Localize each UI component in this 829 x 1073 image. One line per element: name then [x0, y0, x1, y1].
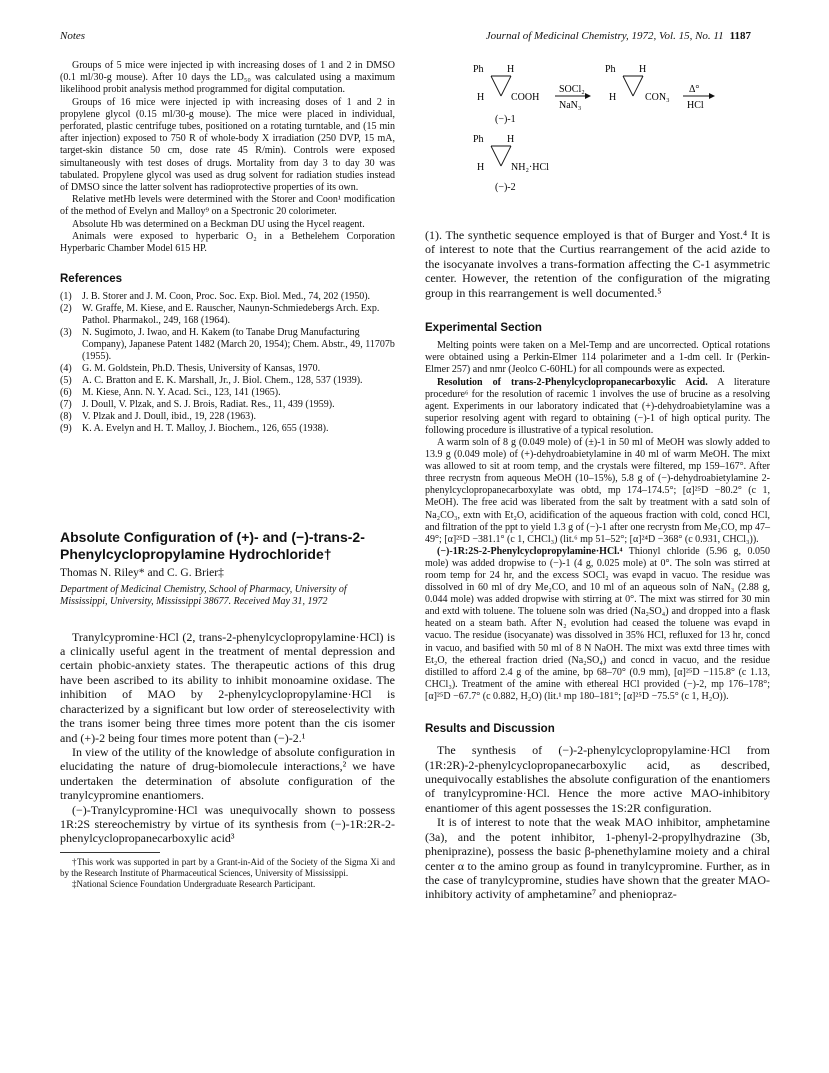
- reaction-scheme-graphic: [425, 60, 770, 220]
- article-affiliation: Department of Medicinal Chemistry, School of Pharmacy, University of Mississippi, University, Mississippi 38677. Received May 31, 1972: [60, 583, 347, 607]
- paragraph: Groups of 16 mice were injected ip with increasing doses of 1 and 2 in propylene glycol (0.15 ml/30-g mouse). The mice were placed in individual, perforated, plastic centrifuge tubes, positioned on a rotating turntable, and (15 min after injection) exposed to 750 R of whole-body X irradiation (250 DVP, 15 mA, target-skin distance 50 cm, dose rate 45 R/min). Controls were exposed simultaneously with test doses of drugs. Mortality from day 3 to day 30 was tabulated. Propylene glycol was used as drug solvent for radiation studies instead of DMSO since the latter solvent has radioprotective properties of its own.: [60, 96, 395, 194]
- paragraph-text: Thionyl chloride (5.96 g, 0.050 mole) was added dropwise to (−)-1 (4 g, 0.025 mole) at 0°. The soln was stirred at room temp for 24 hr, and the excess SOCl₂ was evapd in vacuo. The residue was dissolved in 60 ml of dry Me₂CO, and 10 ml of an aqueous soln of NaN₃ (2.88 g, 0.044 mole) was added dropwise with stirring at 0°. The mixt was stirred for 30 min and extd with toluene. The toluene soln was dried (Na₂SO₄) and dropped into a flask heated on a steam bath. After N₂ evolution had ceased the toluene was evapd in vacuo. The residue (isocyanate) was dissolved in 35% HCl, refluxed for 13 hr, concd in vacuo, and basified with 50 ml of 8 N NaOH. The mixt was extd three times with Et₂O, the ethereal fraction dried (Na₂SO₄) and concd in vacuo, and the residue distilled to afford 2.4 g of the amine, bp 68–70° (0.9 mm), [α]²⁵D −115.8° (c 1.13, CHCl₃). Treatment of the amine with ethereal HCl provided (−)-2, mp 176–178°; [α]²⁵D −67.7° (c 0.882, H₂O) (lit.¹ mp 180–181°; [α]²⁵D −75.5° (c 1, H₂O)).: [425, 545, 770, 702]
- reference-text: V. Plzak and J. Doull, ibid., 19, 228 (1963).: [82, 411, 256, 423]
- experimental-paragraph: A warm soln of 8 g (0.049 mole) of (±)-1 in 50 ml of MeOH was slowly added to 13.9 g (0.049 mole) of (+)-dehydroabietylamine in 40 ml of warm MeOH. The mixt was allowed to sit at room temp, and the crystals were filtered, mp 159–167°. After three recrystn from aqueous MeOH (10–15%), 5.8 g of (−)-dehydroabietylamine 2-phenylcyclopropanecarboxylate was obtd, mp 174–174.5°; [α]²⁵D −80.2° (c 1, MeOH). The free acid was liberated from the salt by treatment with a satd soln of Na₂CO₃, extn with Et₂O, acidification of the aqueous fraction with cold, concd HCl, and filtration of the ppt to yield 1.3 g of (−)-1 after one recrystn from Me₂CO, mp 47–49°; [α]²⁵D −381.1° (c 1, CHCl₃) (lit.⁶ mp 51–52°; [α]²⁴D −368° (c 0.931, CHCl₃)).: [425, 436, 770, 545]
- bond-line: [501, 146, 511, 166]
- reference-item: [60, 363, 395, 375]
- subsection-runin: (−)-1R:2S-2-Phenylcyclopropylamine·HCl.⁴: [437, 545, 623, 557]
- h-label: H: [477, 162, 485, 173]
- reagent-label: SOCl₂: [559, 84, 585, 95]
- reference-number: (3): [60, 327, 72, 339]
- reference-text: N. Sugimoto, J. Iwao, and H. Kakem (to Tanabe Drug Manufacturing Company), Japanese Patent 1482 (March 20, 1954); Chem. Abstr., 49, 11707b (1955).: [82, 327, 395, 363]
- experimental-paragraph: [425, 377, 770, 437]
- h-label: H: [609, 92, 617, 103]
- reference-text: W. Graffe, M. Kiese, and E. Rauscher, Naunyn-Schmiedebergs Arch. Exp. Pathol. Pharmakol., 249, 168 (1964).: [82, 303, 380, 327]
- reference-text: J. Doull, V. Plzak, and S. J. Brois, Radiat. Res., 11, 439 (1959).: [82, 399, 335, 411]
- h-label: H: [477, 92, 485, 103]
- running-header-left: Notes: [60, 30, 86, 42]
- reference-item: [60, 291, 395, 303]
- intro-paragraph: (−)-Tranylcypromine·HCl was unequivocally shown to possess 1R:2S stereochemistry by virtue of its synthesis from (−)-1R:2R-2-phenylcyclopropanecarboxylic acid³: [60, 802, 395, 846]
- ph-label: Ph: [473, 64, 484, 75]
- results-paragraph: It is of interest to note that the weak MAO inhibitor, amphetamine (3a), and the potent inhibitor, 1-phenyl-2-propylhydrazine (3b, pheniprazine), possess the basic β-phenethylamine moiety and a chiral center α to the amino group as found in tranylcypromine. Further, as in the case of tranylcypromine, studies have shown that the greater MAO-inhibitory activity of amphetamine⁷ and pheniopraz-: [425, 815, 770, 902]
- arrow-head: [585, 93, 591, 99]
- reference-text: M. Kiese, Ann. N. Y. Acad. Sci., 123, 141 (1965).: [82, 387, 281, 399]
- reference-text: A. C. Bratton and E. K. Marshall, Jr., J. Biol. Chem., 128, 537 (1939).: [82, 375, 363, 387]
- reference-text: J. B. Storer and J. M. Coon, Proc. Soc. Exp. Biol. Med., 74, 202 (1950).: [82, 291, 371, 303]
- con3-label: CON₃: [645, 92, 670, 103]
- h-label: H: [639, 64, 647, 75]
- journal-citation: Journal of Medicinal Chemistry, 1972, Vol. 15, No. 11: [485, 30, 724, 42]
- footnote: †This work was supported in part by a Grant-in-Aid of the Society of the Sigma Xi and by the Research Institute of Pharmaceutical Sciences, University of Mississippi.: [60, 856, 395, 878]
- reference-number: (4): [60, 363, 72, 375]
- reference-number: (2): [60, 303, 72, 315]
- reference-item: [60, 411, 395, 423]
- experimental-paragraph: [425, 546, 770, 703]
- h-label: H: [507, 134, 515, 145]
- reference-item: [60, 375, 395, 387]
- reference-item: [60, 423, 395, 435]
- ph-label: Ph: [605, 64, 616, 75]
- reference-text: G. M. Goldstein, Ph.D. Thesis, University of Kansas, 1970.: [82, 363, 321, 375]
- right-column: [425, 60, 770, 902]
- reference-item: [60, 327, 395, 363]
- paragraph-text: A literature procedure⁶ for the resolution of racemic 1 involves the use of brucine as a resolving agent. Experiments in our laboratory indicated that (+)-dehydroabietylamine was a superior resolving agent with regard to obtaining (−)-1 of high optical purity. The following procedure is illustrative of a typical resolution.: [425, 376, 770, 436]
- reference-item: [60, 303, 395, 327]
- condition-label: HCl: [687, 100, 704, 111]
- paragraph: Absolute Hb was determined on a Beckman DU using the Hycel reagent.: [72, 218, 365, 230]
- paragraph: Groups of 5 mice were injected ip with increasing doses of 1 and 2 in DMSO (0.1 ml/30-g mouse). After 10 days the LD₅₀ was calculated using a maximum likelihood probit analysis method programmed for digital computation.: [60, 60, 395, 96]
- arrow-head: [709, 93, 715, 99]
- experimental-heading: Experimental Section: [425, 322, 542, 335]
- experimental-paragraph: Melting points were taken on a Mel-Temp and are uncorrected. Optical rotations were obtained using a Perkin-Elmer 114 polarimeter and a 1-dm cell. Ir (Perkin-Elmer 257) and nmr (Jeolco C-60HL) for all compounds were as expected.: [425, 340, 770, 376]
- footnote: ‡National Science Foundation Undergraduate Research Participant.: [72, 878, 316, 889]
- reaction-scheme: [425, 60, 770, 220]
- intro-paragraph: Tranylcypromine·HCl (2, trans-2-phenylcyclopropylamine·HCl) is a clinically useful agent in the treatment of mental depression and certain phobic-anxiety states. The therapeutic actions of this drug have been ascribed to its ability to inhibit monoamine oxidase. The inhibition of MAO by 2-phenylcyclopropylamine·HCl is characterized by a significant but low order of stereoselectivity with the trans isomer being three times more potent than the cis isomer and (+)-2 being four times more potent than (−)-2.¹: [60, 629, 395, 745]
- cooh-label: COOH: [511, 92, 540, 103]
- results-heading: Results and Discussion: [425, 723, 555, 736]
- condition-label: Δ°: [689, 84, 700, 95]
- bond-line: [491, 146, 501, 166]
- reference-number: (1): [60, 291, 72, 303]
- bond-line: [491, 76, 501, 96]
- reference-list: [60, 291, 395, 435]
- reference-number: (9): [60, 423, 72, 435]
- article-authors: Thomas N. Riley* and C. G. Brier‡: [60, 567, 224, 580]
- reference-number: (5): [60, 375, 72, 387]
- intro-paragraph: In view of the utility of the knowledge of absolute configuration in elucidating the nature of drug-biomolecule interactions,² we have undertaken the determination of absolute configuration of the tranylcypromine enantiomers.: [60, 744, 395, 803]
- h-label: H: [507, 64, 515, 75]
- nh2hcl-label: NH₂·HCl: [511, 162, 549, 173]
- footnote-rule: [60, 852, 160, 853]
- subsection-runin: Resolution of trans-2-Phenylcyclopropanecarboxylic Acid.: [437, 376, 708, 388]
- left-column: [60, 60, 395, 890]
- ph-label: Ph: [473, 134, 484, 145]
- continuation-paragraph: (1). The synthetic sequence employed is that of Burger and Yost.⁴ It is of interest to note that the Curtius rearrangement of the acid azide to the isocyanate involves a trans-formation affecting the C-1 asymmetric center. However, the retention of the configuration of the migrating group in this rearrangement is well documented.⁵: [425, 228, 770, 300]
- reference-number: (7): [60, 399, 72, 411]
- references-heading: References: [60, 273, 123, 286]
- bond-line: [633, 76, 643, 96]
- bond-line: [623, 76, 633, 96]
- reference-text: K. A. Evelyn and H. T. Malloy, J. Biochem., 126, 655 (1938).: [82, 423, 329, 435]
- results-paragraph: The synthesis of (−)-2-phenylcyclopropylamine·HCl from (1R:2R)-2-phenylcyclopropanecarboxylic acid, as described, unequivocally establishes the absolute configuration of the enantiomers of tranylcypromine·HCl. Hence the more active MAO-inhibitory enantiomer of this agent possesses the 1S:2R configuration.: [425, 743, 770, 815]
- compound-label: (−)-1: [495, 114, 516, 125]
- compound-label: (−)-2: [495, 182, 516, 193]
- page-number: 1187: [729, 30, 751, 42]
- running-header-right: [486, 30, 751, 42]
- reference-item: [60, 399, 395, 411]
- paragraph: Animals were exposed to hyperbaric O₂ in a Bethelehem Corporation Hyperbaric Chamber Model 615 HP.: [60, 230, 395, 255]
- reagent-label: NaN₃: [559, 100, 582, 111]
- bond-line: [501, 76, 511, 96]
- paragraph: Relative metHb levels were determined with the Storer and Coon¹ modification of the method of Evelyn and Malloy⁹ on a Spectronic 20 colorimeter.: [60, 194, 395, 218]
- reference-item: [60, 387, 395, 399]
- article-title: Absolute Configuration of (+)- and (−)-trans-2-Phenylcyclopropylamine Hydrochloride†: [60, 529, 365, 563]
- reference-number: (8): [60, 411, 72, 423]
- reference-number: (6): [60, 387, 72, 399]
